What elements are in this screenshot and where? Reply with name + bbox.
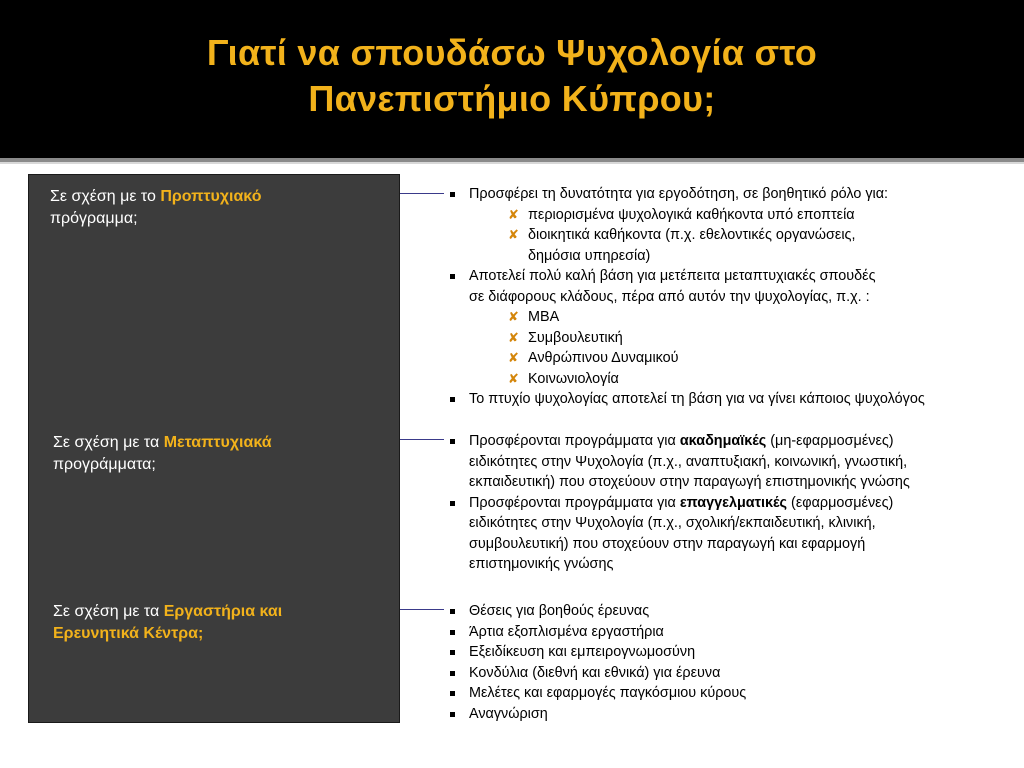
sub-list-item: ✘ διοικητικά καθήκοντα (π.χ. εθελοντικές οργανώσεις, [448, 225, 1020, 246]
sub-list-item: ✘ MBA [448, 307, 1020, 328]
list-item: Άρτια εξοπλισμένα εργαστήρια [448, 622, 1020, 643]
section-label-highlight-1: Εργαστήρια και [163, 603, 283, 620]
x-mark-bullet-icon: ✘ [508, 227, 519, 242]
title-line-1: Γιατί να σπουδάσω Ψυχολογία στο [206, 32, 818, 73]
slide-title [0, 30, 1024, 122]
list-item-continuation: επιστημονικής γνώσης [469, 556, 614, 572]
x-mark-bullet-icon: ✘ [508, 206, 519, 222]
sub-list-item: ✘ Κοινωνιολογία [448, 369, 1020, 390]
sub-list-item: ✘ Συμβουλευτική [448, 328, 1020, 349]
list-item: Αναγνώριση [448, 704, 1020, 725]
x-mark-bullet-icon: ✘ [508, 329, 519, 345]
section-label-suffix: προγράμματα; [53, 456, 156, 473]
bullet-list-labs [448, 601, 1020, 724]
list-item: Προσφέρονται προγράμματα για επαγγελματικές (εφαρμοσμένες) [448, 493, 1020, 514]
title-line-2: Πανεπιστήμιο Κύπρου; [308, 78, 716, 119]
connector-line-postgrad [400, 439, 444, 440]
sub-list-item: ✘ περιορισμένα ψυχολογικά καθήκοντα υπό εποπτεία [448, 205, 1020, 226]
section-label-prefix: Σε σχέση με το [50, 188, 161, 205]
connector-line-undergrad [400, 193, 444, 194]
section-label-prefix: Σε σχέση με τα [53, 434, 164, 451]
section-label-highlight: Προπτυχιακό [160, 188, 262, 205]
section-label-undergrad [50, 186, 380, 230]
list-item: Προσφέρει τη δυνατότητα για εργοδότηση, σε βοηθητικό ρόλο για: [448, 184, 1020, 205]
list-item-continuation: συμβουλευτική) που στοχεύουν στην παραγωγή και εφαρμογή [469, 535, 866, 552]
x-mark-bullet-icon: ✘ [508, 370, 519, 386]
section-label-labs [53, 601, 383, 645]
list-item: Προσφέρονται προγράμματα για ακαδημαϊκές (μη-εφαρμοσμένες) [448, 431, 1020, 452]
list-item: Κονδύλια (διεθνή και εθνικά) για έρευνα [448, 663, 1020, 684]
section-label-highlight-2: Ερευνητικά Κέντρα; [53, 625, 204, 642]
bullet-list-postgrad [448, 431, 1020, 575]
list-item-continuation: σε διάφορους κλάδους, πέρα από αυτόν την ψυχολογίας, π.χ. : [469, 288, 870, 305]
bullet-list-undergrad [448, 184, 1020, 410]
section-label-prefix: Σε σχέση με τα [53, 603, 164, 620]
emphasis-professional: επαγγελματικές [679, 494, 788, 511]
list-item: Μελέτες και εφαρμογές παγκόσμιου κύρους [448, 683, 1020, 704]
section-label-highlight: Μεταπτυχιακά [163, 434, 272, 451]
connector-line-labs [400, 609, 444, 610]
list-item-continuation: ειδικότητες στην Ψυχολογία (π.χ., σχολική/εκπαιδευτική, κλινική, [469, 515, 876, 531]
list-item: Εξειδίκευση και εμπειρογνωμοσύνη [448, 642, 1020, 663]
x-mark-bullet-icon: ✘ [508, 350, 519, 365]
x-mark-bullet-icon: ✘ [508, 309, 519, 324]
list-item: Αποτελεί πολύ καλή βάση για μετέπειτα μεταπτυχιακές σπουδές [448, 266, 1020, 287]
sub-list-item: ✘ Ανθρώπινου Δυναμικού [448, 348, 1020, 369]
section-label-suffix: πρόγραμμα; [50, 210, 138, 227]
section-label-postgrad [53, 432, 383, 476]
sub-list-item-continuation: δημόσια υπηρεσία) [528, 247, 651, 264]
list-item: Το πτυχίο ψυχολογίας αποτελεί τη βάση για να γίνει κάποιος ψυχολόγος [448, 389, 1020, 410]
list-item: Θέσεις για βοηθούς έρευνας [448, 601, 1020, 622]
list-item-continuation: ειδικότητες στην Ψυχολογία (π.χ., αναπτυξιακή, κοινωνική, γνωστική, [469, 453, 908, 470]
list-item-continuation: εκπαιδευτική) που στοχεύουν στην παραγωγή επιστημονικής γνώσης [469, 474, 910, 490]
emphasis-academic: ακαδημαϊκές [679, 433, 767, 449]
